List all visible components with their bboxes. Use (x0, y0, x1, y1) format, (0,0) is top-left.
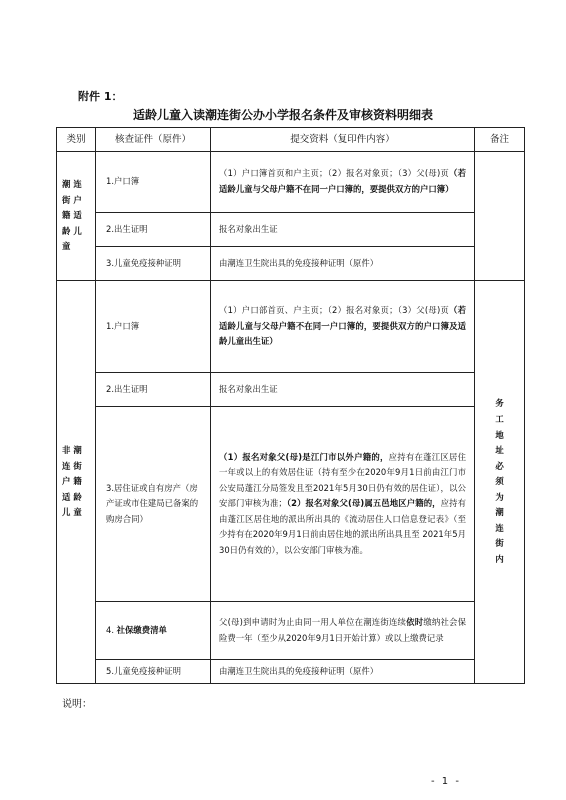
table-row (57, 281, 525, 373)
submit-cell: 父(母)到申请时为止由同一用人单位在潮连街连续依时缴纳社会保险费一年（至少从2020年9月1日开始计算）或以上缴费记录 (211, 602, 475, 660)
submit-cell: （1）户口簿首页和户主页；（2）报名对象页；（3）父(母)页（若适龄儿童与父母户籍不在同一户口簿的，要提供双方的户口簿） (211, 152, 475, 213)
submit-cell: （1）报名对象父(母)是江门市以外户籍的，应持有在蓬江区居住一年或以上的有效居住证（持有至少在2020年9月1日前由江门市公安局蓬江分局签发且至2021年5月30日仍有效的居住证），以公安部门审核为准；（2）报名对象父(母)属五邑地区户籍的，应持有由蓬江区居住地的派出所出具的《流动居住人口信息登记表》（至少持有在2020年9月1日前由居住地的派出所出具且至 2021年5月30日仍有效的），以公安部门审核为准。 (211, 407, 475, 602)
doc-cell: 1.户口簿 (96, 152, 211, 213)
attachment-label: 附件 1： (78, 90, 123, 103)
submit-cell: 报名对象出生证 (211, 373, 475, 407)
header-document: 核查证件（原件） (96, 128, 211, 152)
submit-cell: （1）户口部首页、户主页；（2）报名对象页；（3）父(母)页（若适龄儿童与父母户籍不在同一户口簿的，要提供双方的户口簿及适龄儿童出生证） (211, 281, 475, 373)
table-row (57, 152, 525, 213)
submit-cell: 报名对象出生证 (211, 213, 475, 247)
doc-cell: 4. 社保缴费清单 (96, 602, 211, 660)
header-category: 类别 (57, 128, 96, 152)
doc-cell: 3.居住证或自有房产（房产证或市住建局已备案的购房合同） (96, 407, 211, 602)
doc-cell: 2.出生证明 (96, 373, 211, 407)
table-row (57, 213, 525, 247)
header-remark: 备注 (475, 128, 525, 152)
doc-cell: 5.儿童免疫接种证明 (96, 660, 211, 684)
table-header-row (57, 128, 525, 152)
table-row (57, 247, 525, 281)
document-title: 适龄儿童入读潮连街公办小学报名条件及审核资料明细表 (132, 108, 433, 122)
doc-cell: 3.儿童免疫接种证明 (96, 247, 211, 281)
doc-cell: 2.出生证明 (96, 213, 211, 247)
explanation-label: 说明： (62, 699, 92, 710)
table-row (57, 660, 525, 684)
category-cell: 非潮连街户籍适龄儿童 (57, 281, 96, 684)
header-submit: 提交资料（复印件内容） (211, 128, 475, 152)
submit-cell: 由潮连卫生院出具的免疫接种证明（原件） (211, 247, 475, 281)
page-number: - 1 - (431, 776, 461, 787)
requirements-table (56, 127, 525, 684)
table-row (57, 602, 525, 660)
remark-cell (475, 152, 525, 281)
remark-cell: 务工地址必须为潮连街内 (475, 281, 525, 684)
table-row (57, 373, 525, 407)
category-cell: 潮连街户籍适龄儿童 (57, 152, 96, 281)
doc-cell: 1.户口簿 (96, 281, 211, 373)
submit-cell: 由潮连卫生院出具的免疫接种证明（原件） (211, 660, 475, 684)
table-row (57, 407, 525, 602)
